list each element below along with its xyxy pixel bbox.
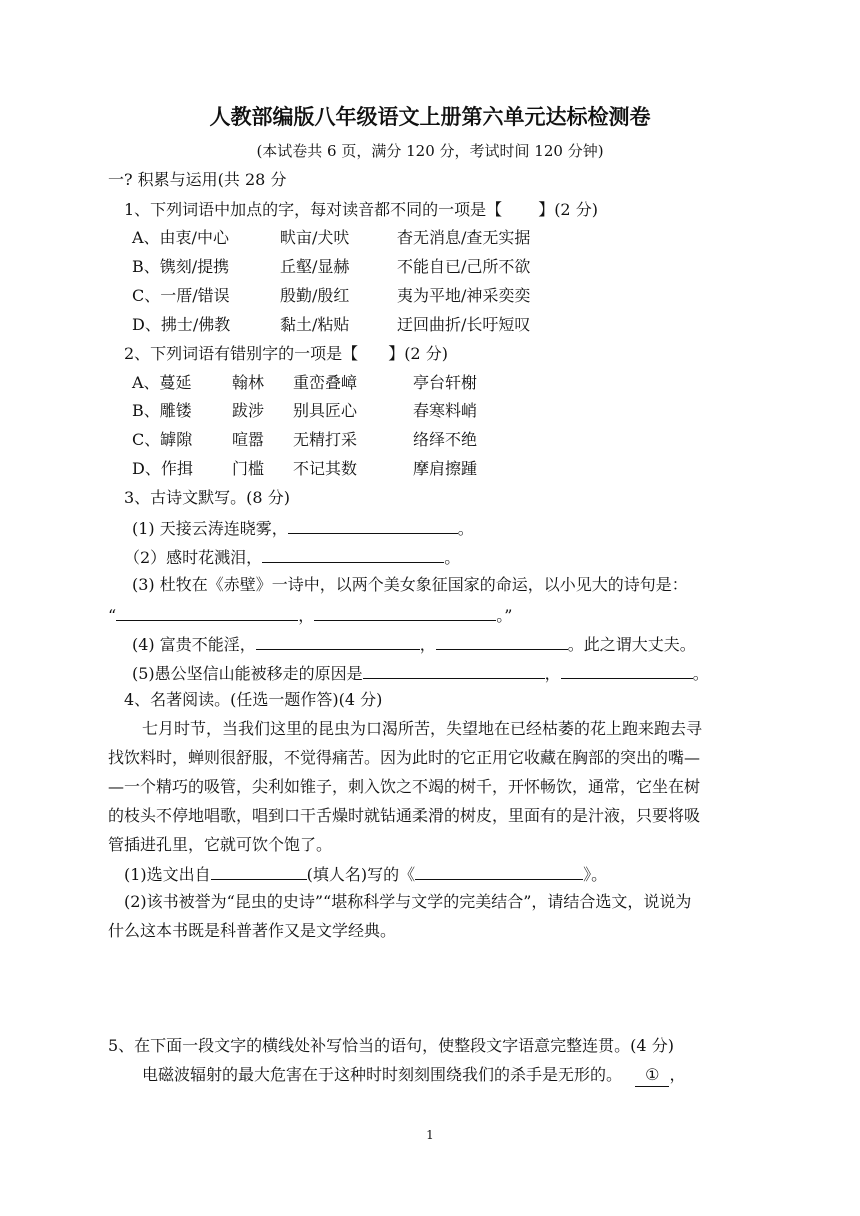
q4-sub-1-text: (1)选文出自 xyxy=(124,865,211,884)
question-2-stem xyxy=(124,343,448,365)
q4-sub-2-line-1: (2)该书被誉为“昆虫的史诗”“堪称科学与文学的完美结合”，请结合选文，说说为 xyxy=(124,892,692,911)
q2-option-d: D、作揖 xyxy=(132,459,193,478)
question-3-stem: 3、古诗文默写。(8 分) xyxy=(124,488,290,507)
q1-option-c-w2: 殷勤/殷红 xyxy=(280,286,350,305)
question-1-stem xyxy=(124,199,598,221)
q5-text-tail: ， xyxy=(669,1065,686,1084)
q1-option-c: C、一厝/错误 xyxy=(132,286,230,305)
q3-line-1-end: 。 xyxy=(457,519,474,538)
q2-option-c: C、罅隙 xyxy=(132,430,193,449)
q1-option-c-w3: 夷为平地/神采奕奕 xyxy=(397,286,531,305)
passage-line: 管插进孔里，它就可饮个饱了。 xyxy=(108,835,333,854)
answer-blank[interactable] xyxy=(211,862,307,880)
q2-option-b-w3: 别具匠心 xyxy=(293,401,358,420)
close-quote: 。” xyxy=(496,606,513,625)
q3-line-5-end: 。 xyxy=(692,664,709,683)
q2-option-d-w4: 摩肩擦踵 xyxy=(413,459,478,478)
q3-line-2-end: 。 xyxy=(444,548,461,567)
q4-sub-2-line-2: 什么这本书既是科普著作又是文学经典。 xyxy=(108,921,397,940)
q2-option-b-w2: 跋涉 xyxy=(232,401,265,420)
q2-option-a-w3: 重峦叠嶂 xyxy=(293,373,358,392)
q2-option-a: A、蔓延 xyxy=(132,373,192,392)
q3-line-2-text: （2）感时花溅泪， xyxy=(124,548,263,567)
q4-sub-1 xyxy=(124,862,607,886)
passage-line: —一个精巧的吸管，尖利如锥子，刺入饮之不竭的树千，开怀畅饮，通常，它坐在树 xyxy=(108,777,701,796)
q1-option-b-w2: 丘壑/显赫 xyxy=(280,257,350,276)
q5-text xyxy=(142,1064,685,1087)
q2-option-c-w2: 喧嚣 xyxy=(232,430,265,449)
question-4-stem: 4、名著阅读。(任选一题作答)(4 分) xyxy=(124,690,383,709)
comma: ， xyxy=(419,635,436,654)
q1-stem-text: 1、下列词语中加点的字，每对读音都不同的一项是【 xyxy=(124,200,503,219)
q3-line-3: (3) 杜牧在《赤壁》一诗中，以两个美女象征国家的命运，以小见大的诗句是： xyxy=(132,575,688,594)
q1-option-d-w2: 黏土/粘贴 xyxy=(280,315,350,334)
page-subtitle: (本试卷共 6 页，满分 120 分，考试时间 120 分钟) xyxy=(256,142,604,160)
q2-option-d-w3: 不记其数 xyxy=(293,459,358,478)
comma: ， xyxy=(544,664,561,683)
answer-blank[interactable] xyxy=(363,661,545,679)
q1-option-a-w2: 畎亩/犬吠 xyxy=(280,228,350,247)
q3-line-3-answer xyxy=(108,603,512,627)
passage-line: 的枝头不停地唱歌，唱到口干舌燥时就钻通柔滑的树皮，里面有的是汁液，只要将吸 xyxy=(108,806,701,825)
q3-line-4-end: 。此之谓大丈夫。 xyxy=(567,635,696,654)
answer-blank[interactable] xyxy=(256,632,420,650)
q2-option-c-w4: 络绎不绝 xyxy=(413,430,478,449)
q1-option-b-w3: 不能自已/己所不欲 xyxy=(397,257,531,276)
q2-score: 】(2 分) xyxy=(388,344,448,363)
answer-blank[interactable] xyxy=(436,632,568,650)
passage-line: 找饮料时，蝉则很舒服，不觉得痛苦。因为此时的它正用它收藏在胸部的突出的嘴— xyxy=(108,748,701,767)
answer-blank[interactable] xyxy=(415,862,583,880)
answer-blank[interactable] xyxy=(314,603,496,621)
q1-option-a-w3: 杳无消息/查无实据 xyxy=(397,228,531,247)
page-number: 1 xyxy=(426,1128,434,1142)
answer-blank[interactable] xyxy=(262,545,444,563)
q2-option-d-w2: 门槛 xyxy=(232,459,265,478)
q2-option-b-w4: 春寒料峭 xyxy=(413,401,478,420)
question-5-stem: 5、在下面一段文字的横线处补写恰当的语句，使整段文字语意完整连贯。(4 分) xyxy=(108,1036,674,1055)
comma: ， xyxy=(298,606,315,625)
q3-line-2 xyxy=(124,545,460,569)
section-heading: 一? 积累与运用(共 28 分 xyxy=(108,170,287,189)
q4-sub-1-end: 》。 xyxy=(583,865,608,884)
q2-option-b: B、雕镂 xyxy=(132,401,192,420)
q1-option-b: B、镌刻/提携 xyxy=(132,257,230,276)
answer-blank-1[interactable]: ① xyxy=(635,1064,669,1087)
q2-option-a-w2: 翰林 xyxy=(232,373,265,392)
passage-line: 七月时节，当我们这里的昆虫为口渴所苦，失望地在已经枯萎的花上跑来跑去寻 xyxy=(142,719,703,738)
q3-line-4 xyxy=(132,632,696,656)
q2-option-c-w3: 无精打采 xyxy=(293,430,358,449)
q2-stem-text: 2、下列词语有错别字的一项是【 xyxy=(124,344,359,363)
q2-option-a-w4: 亭台轩榭 xyxy=(413,373,478,392)
page-title: 人教部编版八年级语文上册第六单元达标检测卷 xyxy=(209,104,651,129)
answer-blank[interactable] xyxy=(561,661,693,679)
answer-blank[interactable] xyxy=(288,516,458,534)
answer-blank[interactable] xyxy=(116,603,298,621)
q1-option-d: D、拂士/佛教 xyxy=(132,315,231,334)
q3-line-1 xyxy=(132,516,474,540)
q1-option-a: A、由衷/中心 xyxy=(132,228,229,247)
q1-score: 】(2 分) xyxy=(538,200,598,219)
q3-line-5-text: (5)愚公坚信山能被移走的原因是 xyxy=(132,664,363,683)
q5-text-body: 电磁波辐射的最大危害在于这种时时刻刻围绕我们的杀手是无形的。 xyxy=(142,1065,623,1084)
q3-line-1-text: (1) 天接云涛连晓雾， xyxy=(132,519,288,538)
open-quote: “ xyxy=(108,606,117,625)
q1-option-d-w3: 迂回曲折/长吁短叹 xyxy=(397,315,531,334)
q3-line-4-text: (4) 富贵不能淫， xyxy=(132,635,256,654)
q4-sub-1-text2: (填人名)写的《 xyxy=(306,865,416,884)
q3-line-5 xyxy=(132,661,709,685)
